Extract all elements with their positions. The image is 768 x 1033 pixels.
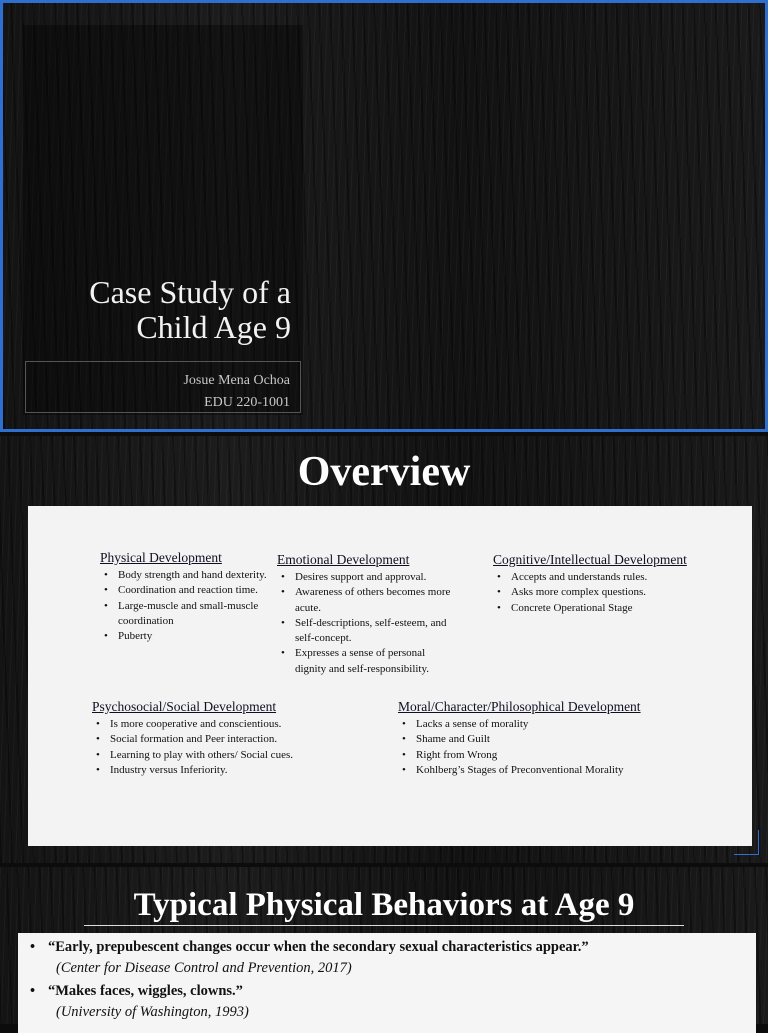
quote-citation: (Center for Disease Control and Prevention, 2017) [56, 960, 352, 976]
section-heading: Moral/Character/Philosophical Development [398, 699, 641, 714]
slide-overview[interactable] [0, 436, 768, 863]
corner-mark [734, 830, 759, 855]
section-list [398, 717, 698, 778]
list-item: • Accepts and understands rules. [511, 570, 733, 585]
section-emotional [277, 552, 457, 677]
subtitle-box [25, 361, 301, 413]
section-moral [398, 699, 698, 778]
quote-text: “Makes faces, wiggles, clowns.” [48, 983, 243, 999]
list-item: • Body strength and hand dexterity. [118, 568, 270, 583]
list-item: • Awareness of others becomes more acute. [295, 585, 457, 616]
section-heading: Physical Development [100, 550, 222, 565]
section-physical [100, 550, 270, 644]
section-list [100, 568, 270, 644]
quote-text: “Early, prepubescent changes occur when the secondary sexual characteristics appear.” [48, 939, 589, 955]
list-item: • Asks more complex questions. [511, 585, 733, 600]
bullet-icon: • [30, 983, 36, 999]
title-line-1: Case Study of a [89, 274, 291, 310]
list-item: • Industry versus Inferiority. [110, 763, 372, 778]
list-item: • Desires support and approval. [295, 570, 457, 585]
list-item: • Shame and Guilt [416, 732, 698, 747]
slide-main-title [21, 275, 291, 345]
list-item: • Learning to play with others/ Social cues. [110, 748, 372, 763]
list-item: • Social formation and Peer interaction. [110, 732, 372, 747]
section-heading: Emotional Development [277, 552, 410, 567]
list-item: • Large-muscle and small-muscle coordination [118, 599, 270, 630]
section-psychosocial [92, 699, 372, 778]
section-list [277, 570, 457, 677]
list-item: • Right from Wrong [416, 748, 698, 763]
overview-content-box [28, 506, 752, 846]
list-item: • Self-descriptions, self-esteem, and self-concept. [295, 616, 457, 647]
slide-physical-behaviors[interactable] [0, 867, 768, 1024]
list-item: • Puberty [118, 629, 270, 644]
section-heading: Cognitive/Intellectual Development [493, 552, 687, 567]
section-heading: Psychosocial/Social Development [92, 699, 277, 714]
title-line-2: Child Age 9 [136, 309, 291, 345]
overview-title: Overview [297, 449, 471, 495]
section-list [92, 717, 372, 778]
physical-behaviors-title: Typical Physical Behaviors at Age 9 [84, 887, 684, 926]
slide-title[interactable] [0, 0, 768, 432]
course-code: EDU 220-1001 [204, 395, 290, 410]
title-panel [23, 25, 303, 415]
section-cognitive [493, 552, 733, 616]
quote-item [30, 939, 756, 956]
list-item: • Expresses a sense of personal dignity and self-responsibility. [295, 646, 457, 677]
list-item: • Lacks a sense of morality [416, 717, 698, 732]
quote-citation: (University of Washington, 1993) [56, 1004, 249, 1020]
list-item: • Is more cooperative and conscientious. [110, 717, 372, 732]
list-item: • Coordination and reaction time. [118, 583, 270, 598]
list-item: • Kohlberg’s Stages of Preconventional Morality [416, 763, 698, 778]
list-item: • Concrete Operational Stage [511, 601, 733, 616]
quote-item [30, 983, 756, 1000]
section-list [493, 570, 733, 616]
quotes-box [18, 933, 756, 1033]
bullet-icon: • [30, 939, 36, 955]
author-name: Josue Mena Ochoa [183, 373, 290, 388]
